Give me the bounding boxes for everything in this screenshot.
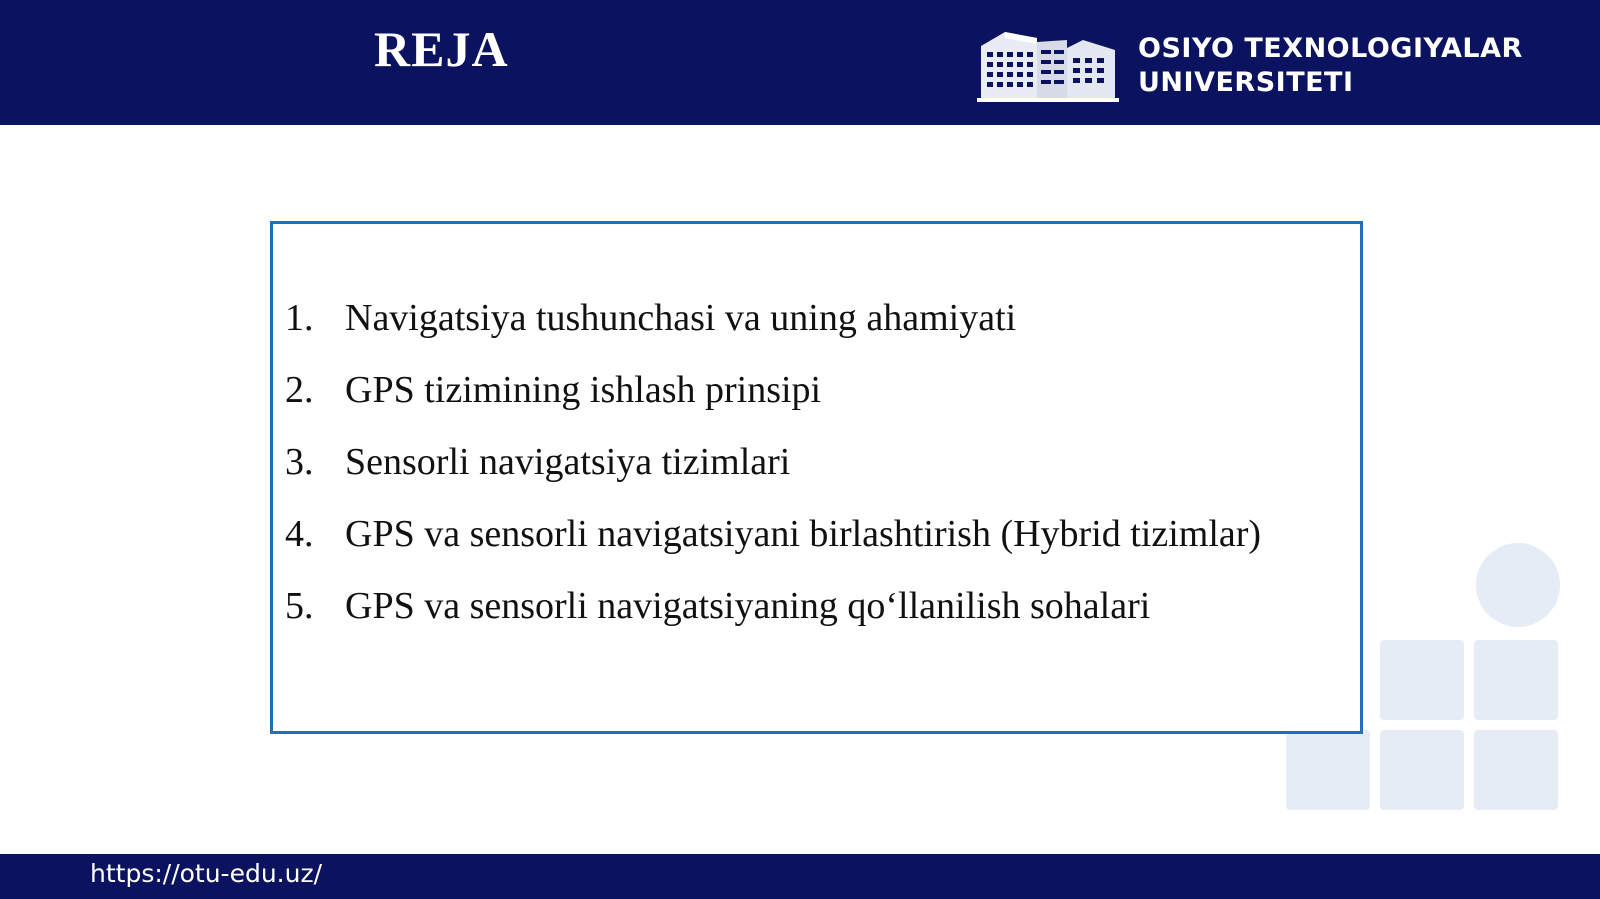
item-number: 3.	[285, 441, 314, 483]
item-text: GPS va sensorli navigatsiyani birlashtirish (Hybrid tizimlar)	[345, 513, 1262, 555]
plan-list	[285, 296, 1261, 656]
university-name-line1: OSIYO TEXNOLOGIYALAR	[1138, 33, 1523, 64]
item-text: GPS tizimining ishlash prinsipi	[345, 369, 822, 411]
list-item	[285, 512, 1261, 584]
footer-bar	[0, 854, 1600, 899]
plan-box	[270, 221, 1363, 734]
university-name	[1138, 32, 1523, 100]
list-item	[285, 584, 1261, 656]
item-text: Sensorli navigatsiya tizimlari	[345, 441, 791, 483]
list-item	[285, 368, 1261, 440]
slide-title: REJA	[374, 21, 509, 77]
website-url: https://otu-edu.uz/	[90, 859, 323, 888]
university-building-icon	[975, 28, 1121, 104]
item-number: 5.	[285, 585, 314, 627]
item-number: 4.	[285, 513, 314, 555]
item-text: GPS va sensorli navigatsiyaning qo‘llanilish sohalari	[345, 585, 1151, 627]
item-number: 1.	[285, 297, 314, 339]
item-number: 2.	[285, 369, 314, 411]
university-name-line2: UNIVERSITETI	[1138, 67, 1354, 98]
header-bar	[0, 0, 1600, 125]
item-text: Navigatsiya tushunchasi va uning ahamiyati	[345, 297, 1017, 339]
list-item	[285, 296, 1261, 368]
list-item	[285, 440, 1261, 512]
